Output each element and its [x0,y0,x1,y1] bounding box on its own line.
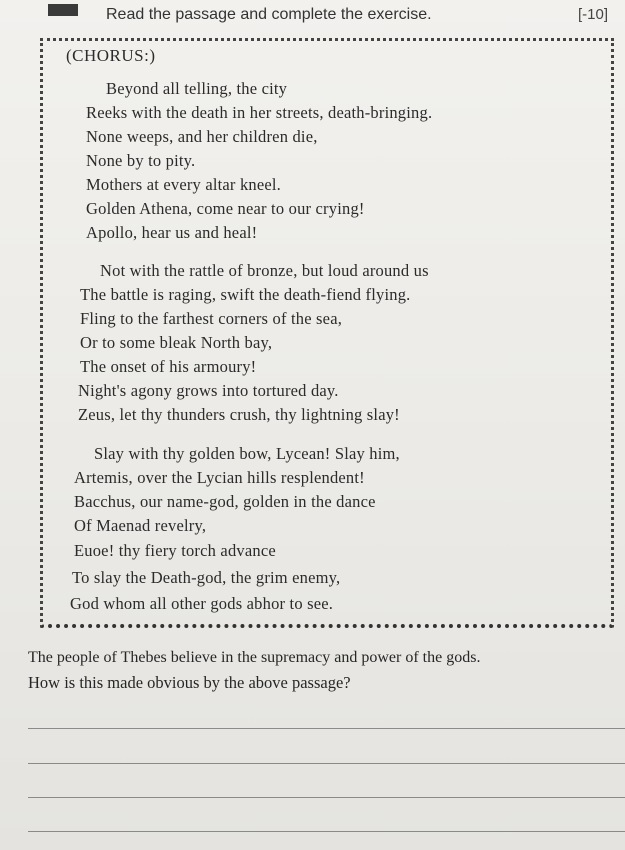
chorus-label: (CHORUS:) [66,46,156,65]
poem-line: None by to pity. [86,151,196,170]
answer-line[interactable] [28,728,625,729]
answer-line[interactable] [28,831,625,832]
poem-line: To slay the Death-god, the grim enemy, [72,568,341,587]
poem-line: Not with the rattle of bronze, but loud around us [100,261,429,280]
poem-line: Bacchus, our name-god, golden in the dance [74,492,376,511]
poem-line: Night's agony grows into tortured day. [78,381,339,400]
poem-line: God whom all other gods abhor to see. [70,594,334,613]
poem-line: The battle is raging, swift the death-fiend flying. [80,285,411,304]
poem-line: The onset of his armoury! [80,357,257,376]
marks-label: [-10] [578,6,609,23]
poem-line: None weeps, and her children die, [86,127,318,146]
poem-line: Zeus, let thy thunders crush, thy lightning slay! [78,405,400,424]
answer-line[interactable] [28,797,625,798]
question-text-line-2: How is this made obvious by the above passage? [28,673,351,692]
answer-line[interactable] [28,763,625,764]
poem-line: Euoe! thy fiery torch advance [74,541,276,560]
poem-line: Of Maenad revelry, [74,516,207,535]
poem-line: Mothers at every altar kneel. [86,175,282,194]
poem-line: Golden Athena, come near to our crying! [86,199,365,218]
instruction-text: Read the passage and complete the exercise. [106,6,432,23]
poem-line: Or to some bleak North bay, [80,333,273,352]
poem-line: Apollo, hear us and heal! [86,223,258,242]
poem-line: Fling to the farthest corners of the sea, [80,309,343,328]
poem-line: Reeks with the death in her streets, death-bringing. [86,103,433,122]
exercise-header [0,0,625,36]
poem-line: Beyond all telling, the city [106,79,288,98]
poem-line: Slay with thy golden bow, Lycean! Slay him, [94,444,400,463]
question-text-line-1: The people of Thebes believe in the supremacy and power of the gods. [28,649,481,666]
poem-line: Artemis, over the Lycian hills resplendent! [74,468,365,487]
question-number-block [48,4,78,16]
